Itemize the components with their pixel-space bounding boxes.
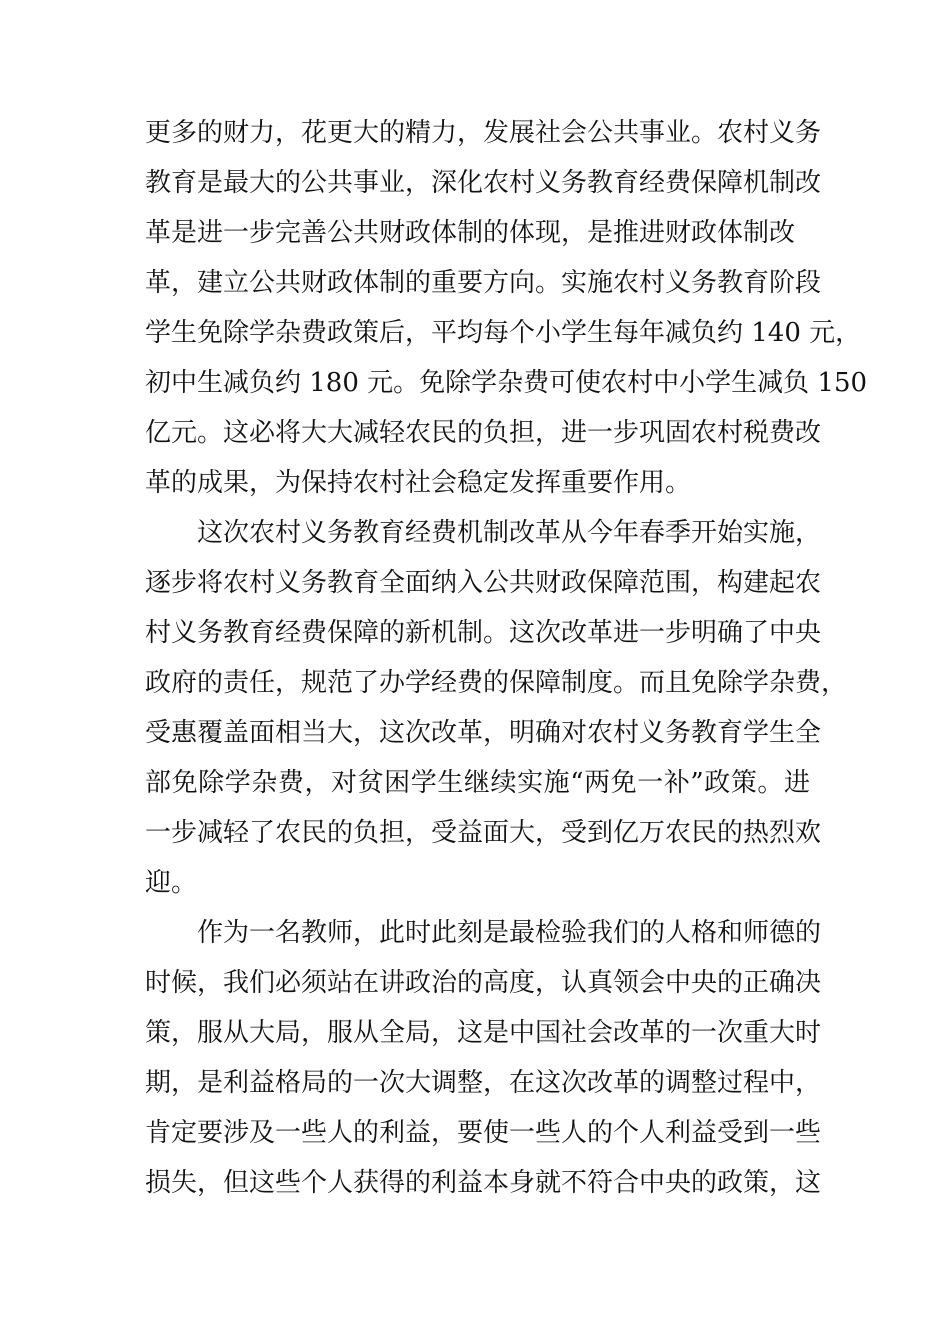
text-line-1: 更多的财力，花更大的精力，发展社会公共事业。农村义务 [145, 118, 822, 148]
text-line-12: 政府的责任，规范了办学经费的保障制度。而且免除学杂费， [145, 668, 848, 698]
text-line-20: 期，是利益格局的一次大调整，在这次改革的调整过程中， [145, 1068, 822, 1098]
text-line-10: 逐步将农村义务教育全面纳入公共财政保障范围，构建起农 [145, 568, 822, 598]
paragraph-start-line-9: 这次农村义务教育经费机制改革从今年春季开始实施， [197, 518, 822, 548]
text-line-2: 教育是最大的公共事业，深化农村义务教育经费保障机制改 [145, 168, 822, 198]
text-line-13: 受惠覆盖面相当大，这次改革，明确对农村义务教育学生全 [145, 718, 822, 748]
paragraph-start-line-17: 作为一名教师，此时此刻是最检验我们的人格和师德的 [197, 918, 822, 948]
text-line-4: 革，建立公共财政体制的重要方向。实施农村义务教育阶段 [145, 268, 822, 298]
text-line-14: 部免除学杂费，对贫困学生继续实施“两免一补”政策。进 [145, 768, 810, 798]
text-line-16: 迎。 [145, 868, 198, 898]
text-line-22: 损失，但这些个人获得的利益本身就不符合中央的政策，这 [145, 1168, 822, 1198]
text-line-19: 策，服从大局，服从全局，这是中国社会改革的一次重大时 [145, 1018, 822, 1048]
text-line-15: 一步减轻了农民的负担，受益面大，受到亿万农民的热烈欢 [145, 818, 822, 848]
text-line-6: 初中生减负约 180 元。免除学杂费可使农村中小学生减负 150 [145, 368, 868, 398]
text-line-11: 村义务教育经费保障的新机制。这次改革进一步明确了中央 [145, 618, 822, 648]
text-line-8: 革的成果，为保持农村社会稳定发挥重要作用。 [145, 468, 692, 498]
text-line-5: 学生免除学杂费政策后，平均每个小学生每年减负约 140 元， [145, 318, 862, 348]
text-line-18: 时候，我们必须站在讲政治的高度，认真领会中央的正确决 [145, 968, 822, 998]
text-line-3: 革是进一步完善公共财政体制的体现，是推进财政体制改 [145, 218, 796, 248]
text-line-21: 肯定要涉及一些人的利益，要使一些人的个人利益受到一些 [145, 1118, 822, 1148]
text-line-7: 亿元。这必将大大减轻农民的负担，进一步巩固农村税费改 [145, 418, 822, 448]
